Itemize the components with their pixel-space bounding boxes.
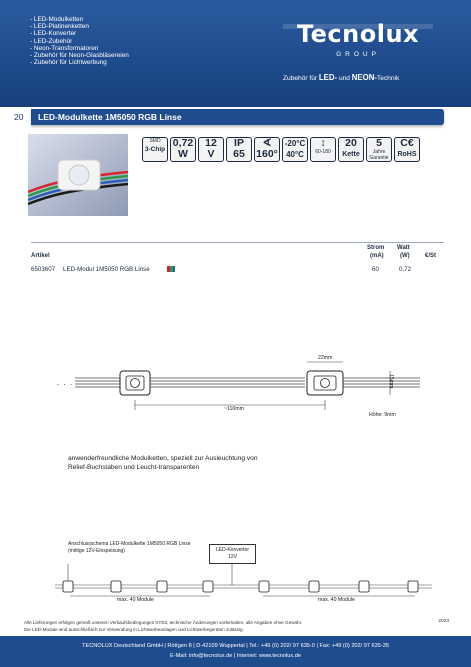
tagline-post: Technik xyxy=(376,75,400,82)
wiring-subtitle-line: (mittige 12V-Einspeisung) xyxy=(68,547,125,554)
spec-power-badge: 0,72 W xyxy=(170,137,196,162)
article-name: LED-Modul 1M5050 RGB Linse xyxy=(63,266,150,273)
product-photo xyxy=(28,134,128,216)
company-contact[interactable]: E-Mail: info@tecnolux.de | Internet: www.tecnolux.de xyxy=(170,653,301,659)
wiring-title-line: Anschlussschema LED-Modulkette 1M5050 RGB Linse xyxy=(68,541,191,547)
spec-chip-badge: SMD 3-Chip xyxy=(142,137,168,162)
chain-continuation: . . . xyxy=(57,378,74,387)
article-code: 6503607 xyxy=(31,266,56,273)
converter-label: LED-Konverter xyxy=(215,547,250,553)
nav-item[interactable]: - Zubehör für Neon-Glasbläsereien xyxy=(30,52,129,60)
product-title-bar xyxy=(31,109,444,125)
led-converter-box xyxy=(209,544,256,564)
catalog-year: 2023 xyxy=(438,619,449,624)
wiring-diagram-title xyxy=(68,541,191,554)
spec-warranty-badge: 5 Jahre Garantie xyxy=(366,137,392,162)
product-category-list xyxy=(30,16,129,66)
module-spacing-label: ~110mm xyxy=(224,406,244,412)
spec-chain-badge: 20 Kette xyxy=(338,137,364,162)
article-watt: 0,72 xyxy=(399,266,412,273)
led-module-illustration xyxy=(28,134,128,216)
nav-item[interactable]: - LED-Konverter xyxy=(30,30,77,38)
column-header-watt-unit: (W) xyxy=(400,253,410,259)
spec-ce-rohs-badge: C€ RoHS xyxy=(394,137,420,162)
nav-item[interactable]: - Zubehör für Lichtwerbung xyxy=(30,59,107,67)
tagline-led: LED- xyxy=(318,73,338,82)
spec-ip-badge: IP 65 xyxy=(226,137,252,162)
logo-wordmark: Tecnolux xyxy=(296,20,420,48)
tagline-mid: und xyxy=(337,75,352,82)
tagline-pre: Zubehör für xyxy=(283,75,319,82)
footer-bar xyxy=(0,636,471,667)
header-banner xyxy=(0,0,471,107)
nav-item[interactable]: - Neon-Transformatoren xyxy=(30,44,99,52)
column-header-artikel: Artikel xyxy=(31,253,50,259)
max-modules-right: max. 40 Module xyxy=(318,597,355,603)
led-module-right xyxy=(307,371,343,395)
tecnolux-logo xyxy=(283,20,433,60)
table-row[interactable] xyxy=(31,265,444,274)
spec-bend-badge: ↕ 60-180 xyxy=(310,137,336,162)
column-header-watt: Watt xyxy=(397,245,410,251)
company-address: TECNOLUX Deutschland GmbH | Röttgen 8 | D-42109 Wuppertal | Tel.: +49 (0) 202/ 97 635-0 | Fax: +49 (0) 202/ 97 635-35 xyxy=(82,643,389,649)
rgb-color-swatch-icon xyxy=(167,266,175,272)
spec-voltage-badge: 12 V xyxy=(198,137,224,162)
spec-angle-badge: ∢ 160° xyxy=(254,137,280,162)
article-current: 60 xyxy=(372,266,379,273)
nav-item[interactable]: - LED-Modulketten xyxy=(30,16,84,23)
module-depth-label: Höhe: 9mm xyxy=(369,412,396,418)
module-width-label: 22mm xyxy=(318,355,333,361)
column-header-strom: Strom xyxy=(367,245,385,251)
product-description: anwenderfreundliche Modulketten, speziell zur Ausleuchtung von Relief-Buchstaben und Leucht-transparenten xyxy=(68,455,258,471)
tagline xyxy=(283,73,399,82)
module-height-label: 15mm xyxy=(388,374,394,389)
legal-notice xyxy=(24,619,449,633)
legal-line: Alle Lieferungen erfolgen gemäß unseren Verkaufsbedingungen 07/03, technische Änderungen vorbehalten, alle Angaben ohne Gewähr. xyxy=(24,620,303,625)
led-module-left xyxy=(120,371,150,395)
wiring-modules xyxy=(63,581,418,592)
max-modules-left: max. 40 Module xyxy=(117,597,154,603)
nav-item[interactable]: - LED-Zubehör xyxy=(30,37,73,45)
spec-temperature-badge: -20°C 40°C xyxy=(282,137,308,162)
legal-line: Die LED-Module sind ausschließlich zur Verwendung in Lichtwerbeanlagen und Lichtwerbegeräten zulässig. xyxy=(24,627,244,632)
column-header-strom-unit: (mA) xyxy=(370,253,384,259)
column-header-price: €/St xyxy=(425,253,437,259)
nav-item[interactable]: - LED-Platinenketten xyxy=(30,23,89,31)
page-number: 20 xyxy=(14,112,24,122)
tagline-neon: NEON- xyxy=(351,73,377,82)
product-title: LED-Modulkette 1M5050 RGB Linse xyxy=(38,112,182,122)
wiring-diagram xyxy=(0,564,471,612)
converter-voltage: 12V xyxy=(228,554,237,560)
logo-subtext: GROUP xyxy=(336,51,380,58)
